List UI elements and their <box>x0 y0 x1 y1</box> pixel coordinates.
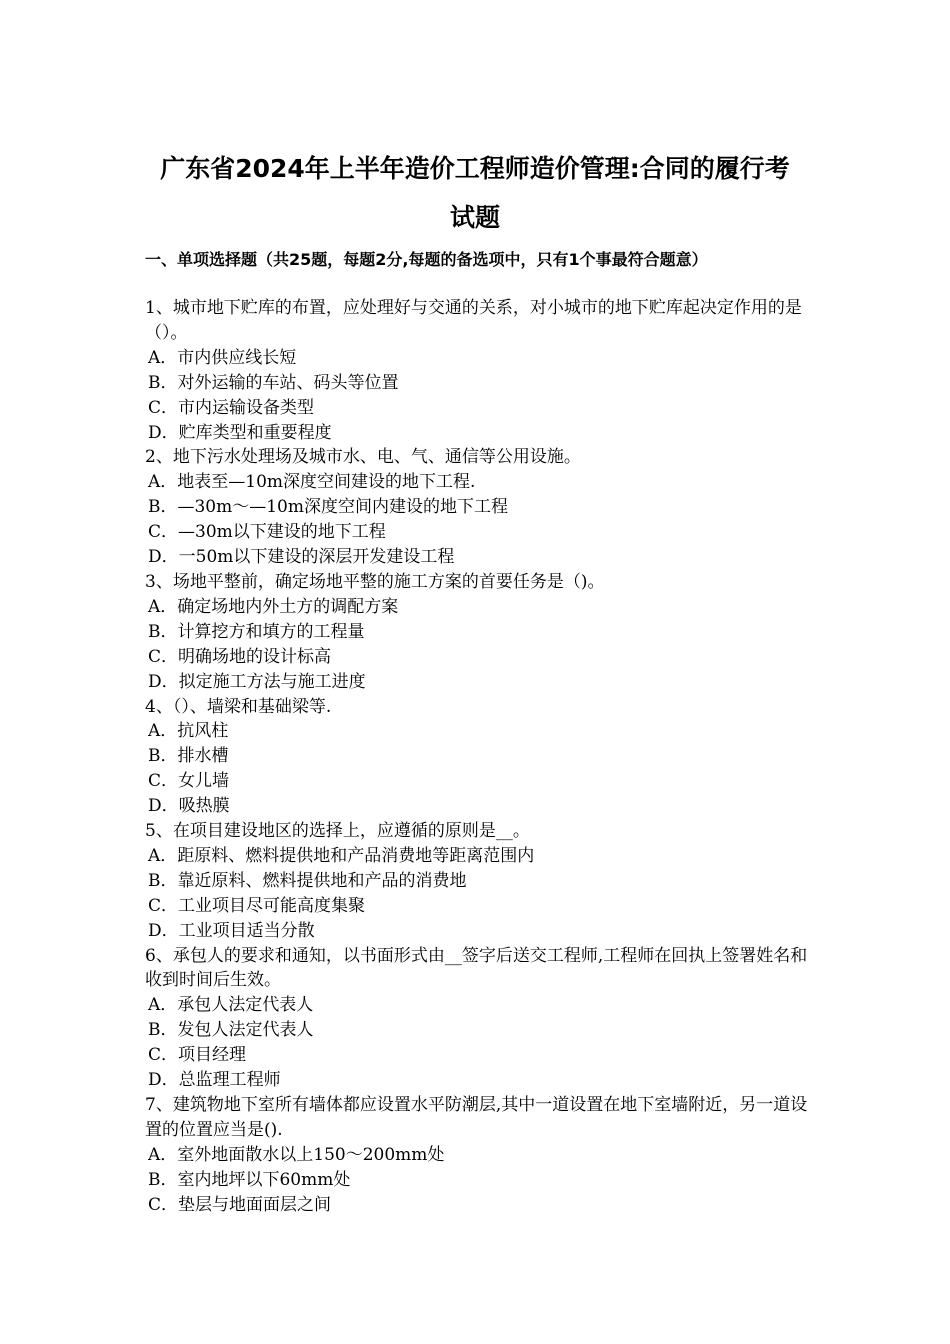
question-stem: 6、承包人的要求和通知，以书面形式由__签字后送交工程师,工程师在回执上签署姓名和收到时间后生效。 <box>145 945 808 991</box>
answer-option: D．贮库类型和重要程度 <box>148 422 332 443</box>
question-list <box>145 296 815 1218</box>
answer-option: B．—30m～—10m深度空间内建设的地下工程 <box>148 497 508 518</box>
answer-option: A．市内供应线长短 <box>148 347 297 368</box>
answer-option: D．一50m以下建设的深层开发建设工程 <box>148 547 455 568</box>
answer-option: B．靠近原料、燃料提供地和产品的消费地 <box>148 870 467 891</box>
answer-option: D．工业项目适当分散 <box>148 920 315 941</box>
question-stem: 4、（）、墙梁和基础梁等. <box>145 696 332 717</box>
answer-option: B．计算挖方和填方的工程量 <box>148 621 365 642</box>
answer-option: B．室内地坪以下60mm处 <box>148 1169 351 1190</box>
answer-option: B．对外运输的车站、码头等位置 <box>148 372 399 393</box>
answer-option: C．工业项目尽可能高度集聚 <box>148 895 366 916</box>
question-stem: 5、在项目建设地区的选择上，应遵循的原则是__。 <box>145 821 530 842</box>
answer-option: A．抗风柱 <box>148 721 229 742</box>
answer-option: B．发包人法定代表人 <box>148 1020 314 1041</box>
question-stem: 7、建筑物地下室所有墙体都应设置水平防潮层,其中一道设置在地下室墙附近，另一道设置的位置应当是(). <box>145 1095 808 1140</box>
answer-option: D．吸热膜 <box>148 796 230 817</box>
answer-option: A．确定场地内外土方的调配方案 <box>148 596 399 617</box>
answer-option: A．地表至—10m深度空间建设的地下工程. <box>148 472 476 493</box>
answer-option: C．垫层与地面面层之间 <box>148 1194 332 1215</box>
answer-option: A．承包人法定代表人 <box>148 995 314 1016</box>
question-stem: 3、场地平整前，确定场地平整的施工方案的首要任务是（)。 <box>145 571 605 592</box>
question-stem: 1、城市地下贮库的布置，应处理好与交通的关系，对小城市的地下贮库起决定作用的是（）。 <box>145 298 802 343</box>
answer-option: C．明确场地的设计标高 <box>148 646 332 667</box>
answer-option: A．距原料、燃料提供地和产品消费地等距离范围内 <box>148 845 535 866</box>
answer-option: C．项目经理 <box>148 1045 247 1066</box>
document-title-line-2: 试题 <box>449 203 500 232</box>
document-title-line-1: 广东省2024年上半年造价工程师造价管理:合同的履行考 <box>160 154 790 183</box>
answer-option: B．排水槽 <box>148 746 229 767</box>
answer-option: C．—30m以下建设的地下工程 <box>148 522 386 543</box>
answer-option: D．拟定施工方法与施工进度 <box>148 671 366 692</box>
section-heading: 一、单项选择题（共25题，每题2分,每题的备选项中，只有1个事最符合题意） <box>145 250 708 269</box>
answer-option: A．室外地面散水以上150～200mm处 <box>148 1144 445 1165</box>
answer-option: C．女儿墙 <box>148 771 230 792</box>
question-stem: 2、地下污水处理场及城市水、电、气、通信等公用设施。 <box>145 447 581 468</box>
answer-option: D．总监理工程师 <box>148 1070 281 1091</box>
answer-option: C．市内运输设备类型 <box>148 397 315 418</box>
